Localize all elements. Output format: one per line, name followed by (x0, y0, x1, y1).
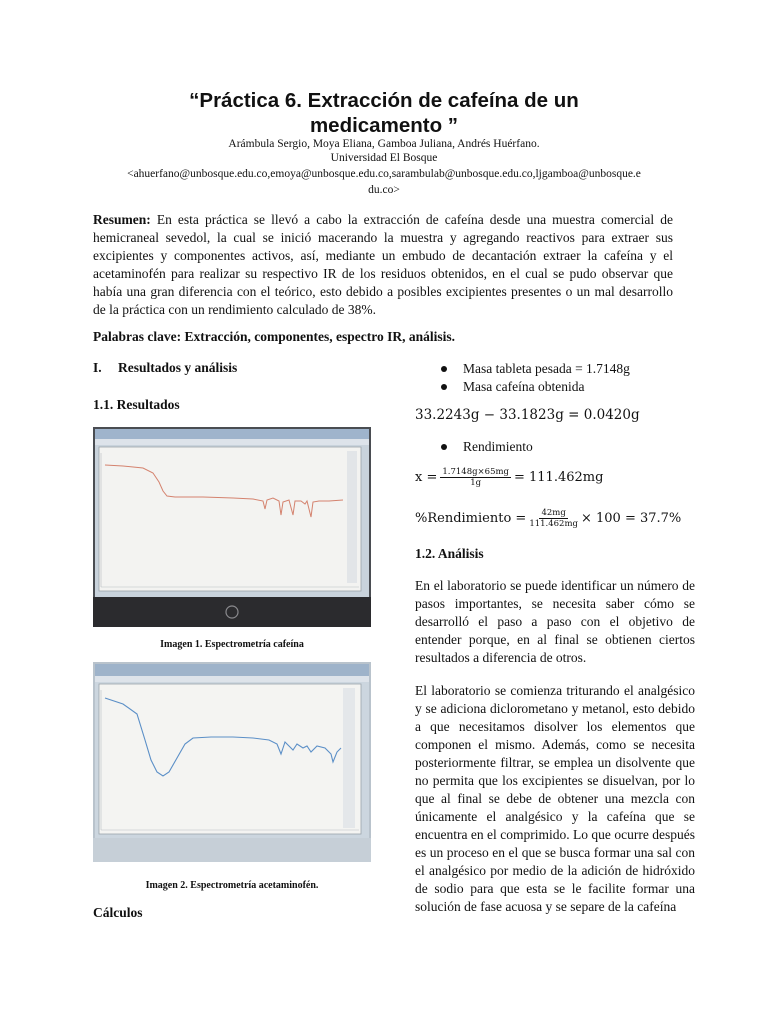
bullet-dot (441, 444, 447, 450)
keywords: Palabras clave: Extracción, componentes, espectro IR, análisis. (93, 329, 455, 344)
laptop-bezel (93, 597, 371, 627)
title-line-2: medicamento ” (309, 114, 459, 137)
equation-rendimiento-denominator: 111.462mg (529, 519, 578, 529)
emails-line-1: <ahuerfano@unbosque.edu.co,emoya@unbosque.edu.co,sarambulab@unbosque.edu.co,ljgamboa@unbosque.e (127, 168, 641, 180)
affiliation: Universidad El Bosque (330, 152, 438, 164)
abstract (93, 211, 673, 319)
calculations-heading: Cálculos (93, 905, 143, 920)
equation-x-lhs: x = (415, 470, 438, 485)
bullet-masa-tableta (437, 361, 630, 377)
subsection-resultados: 1.1. Resultados (93, 397, 180, 412)
authors: Arámbula Sergio, Moya Eliana, Gamboa Juliana, Andrés Huérfano. (228, 138, 540, 150)
equation-rendimiento (415, 508, 681, 529)
bullet-masa-cafeina (437, 379, 584, 395)
section-title: Resultados y análisis (118, 360, 238, 375)
equation-x-rhs: = 111.462mg (513, 470, 604, 485)
equation-rendimiento-numerator: 42mg (541, 508, 566, 518)
bullet-rendimiento (437, 439, 533, 455)
equation-mass-difference: 33.2243g − 33.1823g = 0.0420g (415, 407, 640, 423)
figure-spectrum-caffeine (93, 427, 371, 627)
abstract-text: En esta práctica se llevó a cabo la extracción de cafeína desde una muestra comercial de hemicraneal sevedol, la cual se inició macerando la muestra y agregando reactivos para extraer sus excipientes y componentes activos, así, mediante un embudo de decantación extraer la cafeína y el acetaminofén para realizar su respectivo IR de los residuos obtenidos, en el cual se pudo observar que había una gran diferencia con el teórico, esto debido a posibles excipientes presentes o un mal desarrollo de la práctica con un rendimiento calculado de 38%. (93, 212, 673, 317)
bullet-masa-cafeina-text: Masa cafeína obtenida (463, 379, 585, 394)
figure-spectrum-acetaminophen (93, 662, 371, 862)
emails-line-2: du.co> (368, 184, 400, 196)
title-line-1: “Práctica 6. Extracción de cafeína de un (189, 89, 579, 112)
analysis-paragraph-1: En el laboratorio se puede identificar un número de pasos importantes, se necesita saber cómo se desarrolló el paso a paso con el objetivo de entender porque, en al final se obtienen ciertos resultados a diferencia de otros. (415, 578, 695, 665)
analysis-paragraph-2: El laboratorio se comienza triturando el analgésico y se adiciona diclorometano y metanol, esto debido a que necesitamos disolver los elementos que componen el mismo. Además, como se necesita posteriormente filtrar, se emplea un disolvente que no permita que los excipientes se disuelvan, por lo que al final se debe de obtener una mezcla con únicamente el analgésico y la cafeína que se encuentra en el comprimido. Lo que ocurre después es un proceso en el que se busca formar una sal con el analgésico por medio de la adición de hidróxido de sodio para que esta se le facilite formar una solución de fase acuosa y se separe de la cafeína (415, 683, 695, 914)
paper-title (90, 88, 678, 138)
section-number: I. (93, 360, 102, 375)
caption-image-2: Imagen 2. Espectrometría acetaminofén. (145, 880, 319, 891)
spectrum-caffeine-photo (93, 427, 371, 627)
bullet-masa-tableta-text: Masa tableta pesada = 1.7148g (463, 361, 630, 376)
equation-rendimiento-fraction (529, 508, 578, 529)
equation-rendimiento-rhs: × 100 = 37.7% (580, 511, 682, 526)
spectrum-acetaminophen-photo (93, 662, 371, 862)
equation-x-denominator: 1g (470, 478, 482, 488)
subsection-analisis: 1.2. Análisis (415, 546, 484, 561)
abstract-label: Resumen: (93, 212, 151, 227)
equation-rendimiento-lhs: %Rendimiento = (415, 511, 527, 526)
caption-image-1: Imagen 1. Espectrometría cafeína (160, 639, 304, 650)
bullet-dot (441, 366, 447, 372)
equation-x-fraction (440, 467, 511, 488)
equation-x (415, 467, 603, 488)
bullet-dot (441, 384, 447, 390)
bullet-rendimiento-text: Rendimiento (463, 439, 533, 454)
equation-x-numerator: 1.7148g×65mg (442, 467, 509, 477)
